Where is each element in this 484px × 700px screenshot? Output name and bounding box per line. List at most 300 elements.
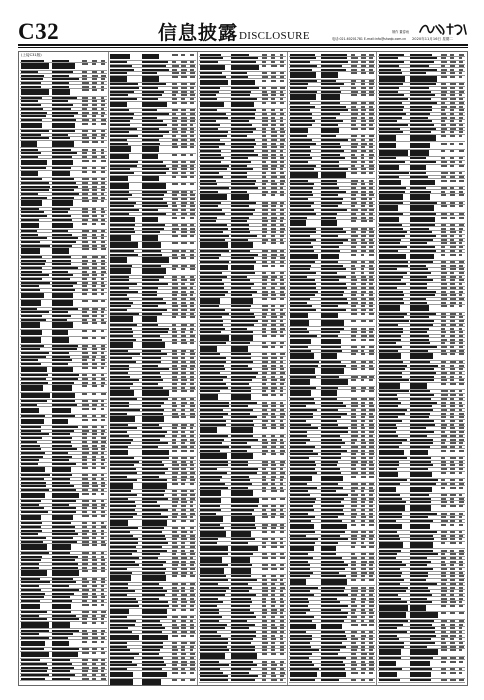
- table-cell: [450, 180, 456, 182]
- table-cell: [450, 524, 454, 526]
- disclosure-table: [19, 52, 467, 685]
- table-cell: [410, 150, 429, 156]
- table-cell: [181, 146, 187, 148]
- table-row: [378, 541, 465, 548]
- table-cell: [21, 322, 41, 328]
- table-row: [110, 234, 197, 241]
- table-cell: [280, 568, 284, 570]
- table-cell: [441, 524, 446, 526]
- table-cell: [369, 94, 374, 96]
- table-cell: [110, 154, 128, 160]
- table-cell: [21, 544, 47, 550]
- table-cell: [200, 102, 224, 108]
- table-cell: [142, 635, 168, 641]
- table-cell: [142, 235, 158, 241]
- table-cell: [21, 408, 40, 414]
- table-cell: [441, 165, 447, 167]
- table-cell: [101, 223, 105, 225]
- table-cell: [21, 367, 48, 373]
- table-cell: [369, 72, 373, 74]
- table-cell: [82, 223, 87, 225]
- table-cell: [450, 76, 455, 78]
- table-cell: [379, 143, 396, 149]
- table-cell: [101, 160, 106, 162]
- table-cell: [262, 194, 266, 196]
- table-cell: [172, 102, 177, 104]
- table-cell: [92, 408, 96, 410]
- table-cell: [101, 393, 106, 395]
- table-cell: [231, 65, 259, 71]
- table-cell: [181, 154, 185, 156]
- table-cell: [459, 542, 463, 544]
- table-cell: [321, 390, 337, 396]
- table-row: [199, 297, 286, 304]
- table-cell: [379, 450, 404, 456]
- table-row: [289, 379, 376, 386]
- table-cell: [52, 89, 70, 95]
- table-row: [110, 390, 197, 397]
- table-cell: [21, 89, 49, 95]
- table-cell: [172, 154, 177, 156]
- table-cell: [441, 143, 447, 145]
- table-cell: [82, 641, 87, 643]
- table-cell: [361, 379, 365, 381]
- table-cell: [231, 516, 255, 522]
- table-cell: [262, 65, 267, 67]
- table-cell: [21, 200, 42, 206]
- table-cell: [231, 546, 258, 552]
- table-row: [20, 170, 107, 177]
- table-cell: [290, 320, 309, 326]
- table-column: [109, 52, 198, 685]
- table-cell: [369, 128, 374, 130]
- table-row: [378, 205, 465, 212]
- section-subtitle: DISCLOSURE: [239, 30, 310, 42]
- table-row: [110, 183, 197, 190]
- table-cell: [21, 419, 44, 425]
- table-cell: [410, 143, 430, 149]
- table-cell: [369, 172, 373, 174]
- table-cell: [52, 171, 70, 177]
- table-cell: [82, 652, 88, 654]
- table-row: [199, 79, 286, 86]
- table-cell: [450, 205, 455, 207]
- table-cell: [200, 335, 228, 341]
- table-cell: [142, 390, 169, 396]
- table-row: [199, 101, 286, 108]
- table-cell: [231, 557, 250, 563]
- table-cell: [379, 487, 396, 493]
- table-cell: [142, 672, 167, 678]
- table-cell: [82, 89, 89, 91]
- table-cell: [21, 63, 49, 69]
- table-row: [20, 329, 107, 336]
- table-cell: [290, 128, 308, 134]
- table-cell: [82, 171, 87, 173]
- table-cell: [280, 653, 285, 655]
- table-cell: [92, 223, 97, 225]
- table-cell: [351, 220, 356, 222]
- table-cell: [379, 353, 401, 359]
- table-cell: [200, 531, 226, 537]
- table-cell: [190, 54, 194, 56]
- table-cell: [21, 515, 41, 521]
- table-cell: [110, 390, 134, 396]
- table-cell: [441, 217, 448, 219]
- table-cell: [361, 546, 367, 548]
- table-cell: [110, 54, 129, 60]
- table-cell: [410, 205, 433, 211]
- table-row: [20, 514, 107, 521]
- table-cell: [271, 516, 275, 518]
- table-cell: [280, 335, 285, 337]
- table-cell: [361, 672, 365, 674]
- table-cell: [21, 248, 40, 254]
- table-cell: [351, 353, 355, 355]
- table-cell: [52, 652, 78, 658]
- table-cell: [110, 102, 127, 108]
- table-cell: [231, 490, 252, 496]
- table-row: [378, 449, 465, 456]
- table-row: [20, 544, 107, 551]
- table-row: [110, 257, 197, 264]
- table-cell: [200, 242, 228, 248]
- table-cell: [361, 524, 365, 526]
- table-cell: [181, 183, 186, 185]
- table-cell: [181, 242, 186, 244]
- table-cell: [321, 672, 346, 678]
- table-cell: [361, 94, 366, 96]
- table-cell: [450, 305, 454, 307]
- table-cell: [92, 248, 97, 250]
- table-cell: [92, 544, 97, 546]
- table-cell: [142, 242, 161, 248]
- table-cell: [231, 427, 253, 433]
- table-cell: [200, 516, 223, 522]
- table-cell: [379, 524, 401, 530]
- table-cell: [190, 242, 193, 244]
- table-cell: [82, 385, 86, 387]
- table-cell: [82, 570, 87, 572]
- table-cell: [290, 476, 313, 482]
- table-cell: [262, 498, 268, 500]
- table-cell: [200, 65, 225, 71]
- table-cell: [361, 128, 366, 130]
- table-row: [378, 134, 465, 141]
- table-cell: [351, 476, 356, 478]
- table-cell: [379, 254, 406, 260]
- masthead-rule-thin: [18, 47, 468, 48]
- table-cell: [290, 368, 316, 374]
- table-cell: [262, 557, 268, 559]
- table-cell: [110, 679, 133, 685]
- table-cell: [369, 546, 374, 548]
- table-cell: [321, 353, 337, 359]
- table-cell: [21, 641, 45, 647]
- table-cell: [200, 427, 217, 433]
- table-cell: [321, 624, 342, 630]
- table-cell: [361, 313, 365, 315]
- table-cell: [172, 54, 178, 56]
- table-cell: [101, 419, 106, 421]
- table-cell: [361, 353, 366, 355]
- table-cell: [231, 298, 253, 304]
- table-cell: [92, 330, 96, 332]
- table-cell: [351, 546, 355, 548]
- table-cell: [351, 390, 356, 392]
- column-divider: [108, 52, 109, 685]
- table-cell: [200, 298, 220, 304]
- table-cell: [321, 220, 337, 226]
- table-cell: [379, 135, 396, 141]
- table-cell: [92, 622, 96, 624]
- table-cell: [190, 575, 195, 577]
- table-cell: [290, 339, 311, 345]
- table-cell: [290, 524, 314, 530]
- table-cell: [101, 467, 105, 469]
- table-cell: [172, 242, 178, 244]
- table-cell: [21, 293, 44, 299]
- table-cell: [262, 568, 269, 570]
- table-cell: [280, 546, 284, 548]
- table-cell: [190, 183, 194, 185]
- table-cell: [21, 123, 42, 129]
- table-cell: [441, 542, 445, 544]
- table-row: [110, 678, 197, 685]
- table-cell: [321, 546, 336, 552]
- table-row: [289, 319, 376, 326]
- table-cell: [441, 150, 445, 152]
- table-cell: [21, 330, 42, 336]
- table-cell: [379, 150, 408, 156]
- table-cell: [200, 568, 224, 574]
- table-cell: [92, 200, 97, 202]
- table-cell: [290, 353, 314, 359]
- table-cell: [369, 379, 372, 381]
- table-cell: [271, 242, 276, 244]
- table-cell: [181, 176, 187, 178]
- table-cell: [410, 505, 431, 511]
- table-cell: [172, 520, 176, 522]
- table-row: [289, 671, 376, 678]
- table-row: [378, 471, 465, 478]
- table-cell: [172, 342, 178, 344]
- table-cell: [142, 416, 165, 422]
- table-row: [199, 345, 286, 352]
- table-cell: [101, 385, 105, 387]
- table-cell: [410, 165, 426, 171]
- table-cell: [142, 217, 159, 223]
- table-cell: [459, 305, 462, 307]
- table-cell: [190, 416, 194, 418]
- table-cell: [181, 316, 186, 318]
- table-row: [289, 475, 376, 482]
- continuation-note: (上接C31版): [21, 53, 42, 57]
- table-cell: [110, 450, 127, 456]
- table-column: [377, 52, 466, 685]
- table-cell: [82, 467, 88, 469]
- table-cell: [280, 490, 284, 492]
- table-cell: [190, 146, 194, 148]
- table-cell: [142, 450, 169, 456]
- table-row: [378, 164, 465, 171]
- table-cell: [262, 653, 268, 655]
- table-row: [199, 545, 286, 552]
- table-cell: [92, 652, 97, 654]
- table-cell: [271, 298, 276, 300]
- table-cell: [379, 383, 400, 389]
- table-cell: [142, 257, 169, 263]
- table-cell: [361, 624, 367, 626]
- table-cell: [262, 490, 267, 492]
- table-cell: [379, 76, 405, 82]
- table-cell: [92, 385, 97, 387]
- table-cell: [101, 652, 106, 654]
- table-cell: [351, 128, 357, 130]
- table-cell: [142, 102, 167, 108]
- table-cell: [21, 337, 42, 343]
- table-cell: [52, 141, 74, 147]
- table-row: [20, 300, 107, 307]
- table-cell: [200, 490, 221, 496]
- table-cell: [369, 320, 372, 322]
- table-cell: [190, 672, 194, 674]
- table-cell: [101, 89, 105, 91]
- table-cell: [181, 54, 185, 56]
- table-cell: [271, 102, 276, 104]
- table-cell: [351, 72, 357, 74]
- table-cell: [410, 217, 435, 223]
- table-cell: [172, 416, 179, 418]
- table-row: [289, 253, 376, 260]
- table-cell: [52, 467, 71, 473]
- table-cell: [52, 493, 79, 499]
- table-cell: [21, 570, 48, 576]
- table-cell: [459, 217, 464, 219]
- table-cell: [101, 171, 105, 173]
- section-title: 信息披露: [158, 22, 239, 44]
- table-row: [20, 492, 107, 499]
- table-cell: [181, 257, 186, 259]
- table-cell: [450, 194, 455, 196]
- table-row: [20, 222, 107, 229]
- table-row: [289, 523, 376, 530]
- table-cell: [351, 172, 356, 174]
- table-cell: [190, 679, 195, 681]
- table-cell: [290, 72, 316, 78]
- table-cell: [190, 217, 194, 219]
- table-cell: [52, 367, 73, 373]
- table-cell: [231, 498, 259, 504]
- table-cell: [101, 200, 104, 202]
- table-row: [110, 671, 197, 678]
- table-cell: [172, 146, 178, 148]
- table-cell: [231, 242, 252, 248]
- table-cell: [290, 220, 306, 226]
- table-row: [199, 264, 286, 271]
- table-cell: [92, 467, 96, 469]
- table-cell: [280, 346, 284, 348]
- table-cell: [52, 300, 73, 306]
- table-cell: [101, 641, 104, 643]
- table-cell: [200, 498, 221, 504]
- table-cell: [450, 487, 456, 489]
- table-row: [110, 101, 197, 108]
- table-cell: [181, 635, 185, 637]
- table-cell: [200, 653, 225, 659]
- table-cell: [280, 531, 284, 533]
- table-cell: [459, 487, 463, 489]
- table-cell: [441, 487, 445, 489]
- table-cell: [280, 194, 284, 196]
- table-cell: [351, 672, 358, 674]
- table-row: [378, 504, 465, 511]
- table-row: [378, 216, 465, 223]
- table-cell: [92, 367, 97, 369]
- table-cell: [290, 254, 318, 260]
- table-cell: [82, 337, 87, 339]
- table-cell: [379, 505, 405, 511]
- table-cell: [450, 254, 456, 256]
- table-row: [199, 393, 286, 400]
- table-cell: [172, 635, 178, 637]
- table-cell: [190, 176, 193, 178]
- table-cell: [110, 242, 137, 248]
- table-cell: [369, 339, 374, 341]
- table-cell: [52, 337, 69, 343]
- table-cell: [351, 320, 356, 322]
- table-column: [288, 52, 377, 685]
- table-cell: [110, 76, 126, 82]
- table-cell: [172, 235, 178, 237]
- table-cell: [369, 353, 374, 355]
- table-row: [110, 175, 197, 182]
- table-cell: [351, 94, 357, 96]
- table-cell: [280, 242, 284, 244]
- table-cell: [92, 419, 97, 421]
- table-cell: [361, 172, 366, 174]
- table-row: [20, 677, 107, 681]
- table-cell: [142, 342, 166, 348]
- table-cell: [101, 622, 105, 624]
- table-row: [20, 392, 107, 399]
- table-cell: [369, 476, 374, 478]
- table-row: [110, 268, 197, 275]
- table-cell: [459, 165, 464, 167]
- table-cell: [92, 641, 97, 643]
- editor-line: 制作 董春雨: [392, 30, 409, 34]
- table-cell: [181, 520, 186, 522]
- table-cell: [290, 379, 310, 385]
- table-row: [20, 322, 107, 329]
- table-cell: [410, 353, 432, 359]
- table-cell: [172, 483, 178, 485]
- table-cell: [379, 305, 400, 311]
- table-cell: [271, 490, 277, 492]
- table-cell: [181, 390, 187, 392]
- table-cell: [52, 200, 73, 206]
- table-row: [378, 305, 465, 312]
- table-row: [289, 127, 376, 134]
- table-cell: [21, 141, 37, 147]
- table-cell: [369, 313, 374, 315]
- table-cell: [410, 450, 427, 456]
- table-cell: [459, 180, 464, 182]
- table-cell: [271, 80, 276, 82]
- table-cell: [101, 515, 105, 517]
- table-cell: [262, 531, 268, 533]
- table-row: [289, 545, 376, 552]
